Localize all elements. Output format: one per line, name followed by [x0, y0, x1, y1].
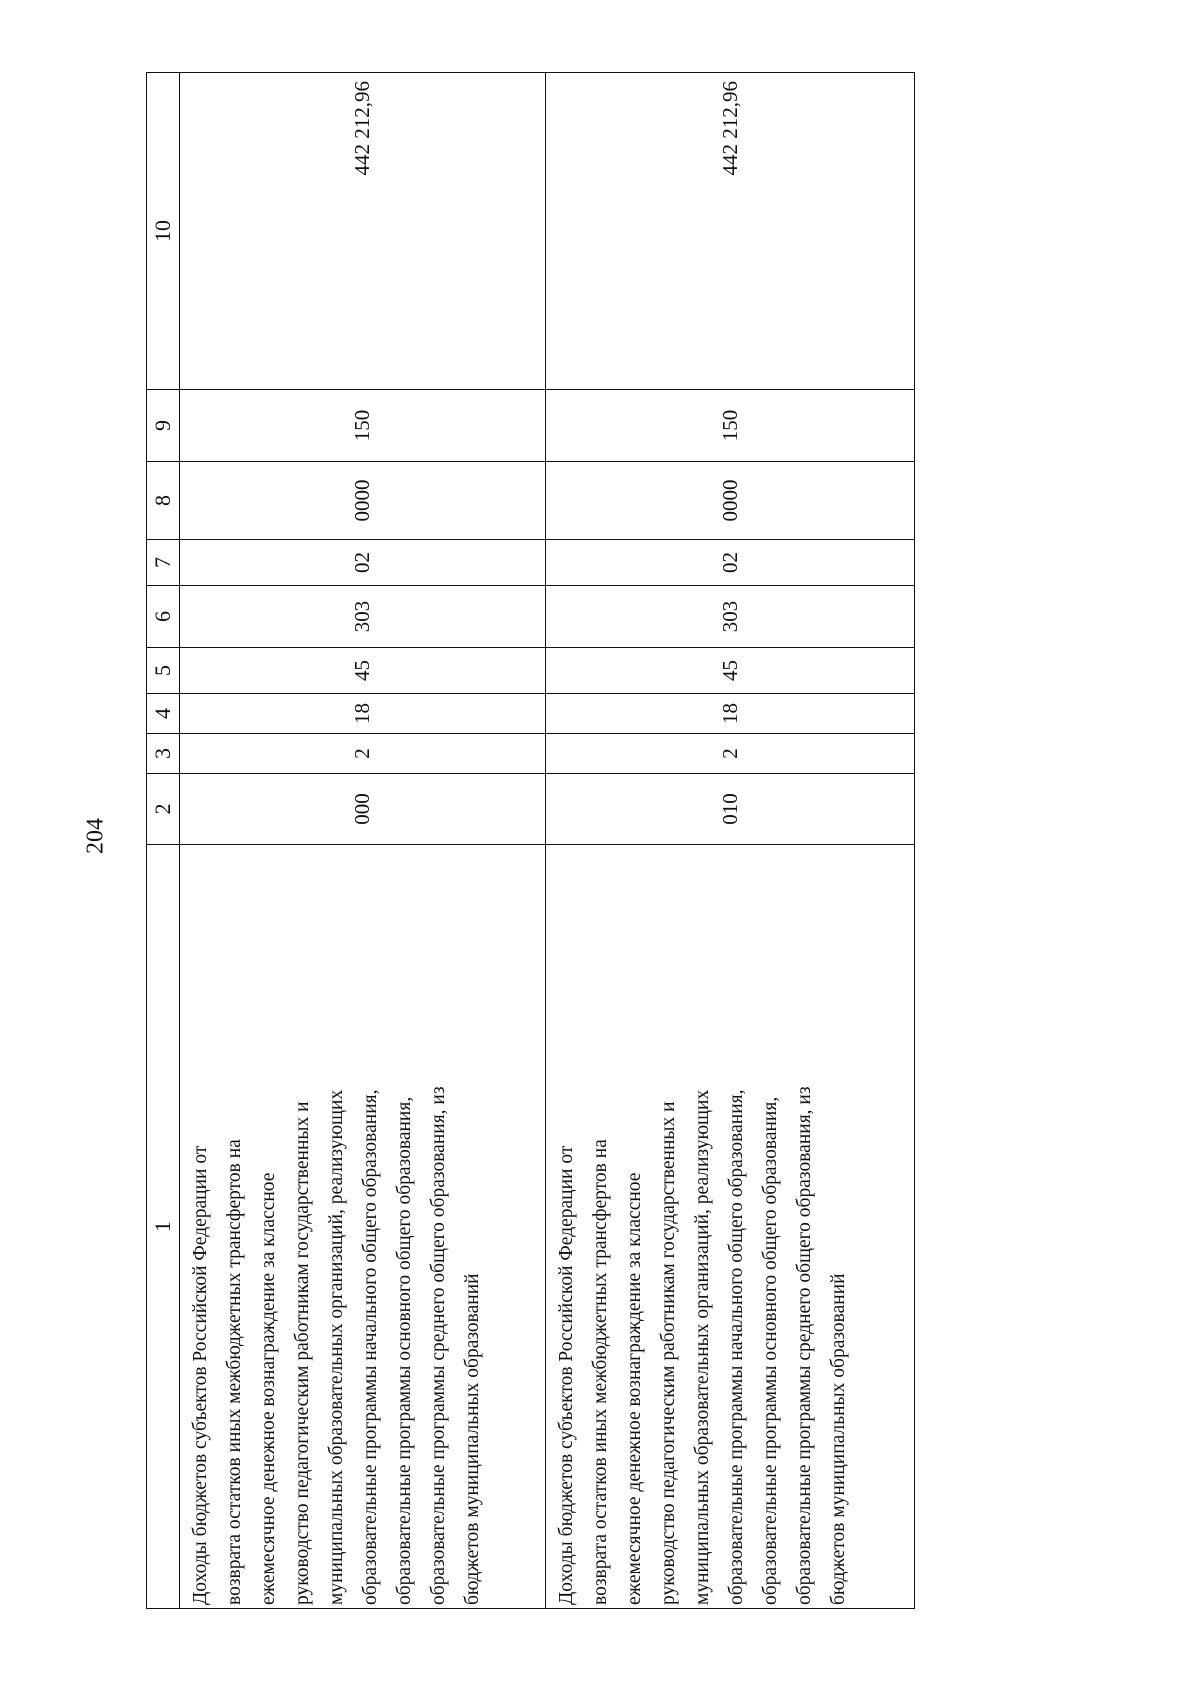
code-cell-4: 18 — [546, 694, 915, 734]
code-cell-2: 000 — [180, 774, 546, 845]
code-cell-9: 150 — [180, 390, 546, 462]
description-line: образовательные программы среднего общего образования, из — [794, 1086, 815, 1605]
description-line: образовательные программы начального общего образования, — [726, 1089, 747, 1605]
page-number: 204 — [82, 818, 109, 854]
description-line: ежемесячное денежное вознаграждение за классное — [624, 1172, 645, 1605]
code-cell-3: 2 — [546, 734, 915, 774]
rotated-table-container — [146, 73, 914, 1609]
row-description — [180, 845, 546, 1609]
description-line: бюджетов муниципальных образований — [462, 1273, 483, 1605]
description-line: образовательные программы начального общего образования, — [360, 1089, 381, 1605]
code-cell-8: 0000 — [180, 462, 546, 540]
table-header-row — [147, 73, 180, 1609]
budget-table — [146, 72, 915, 1609]
code-cell-4: 18 — [180, 694, 546, 734]
description-line: образовательные программы основного общего образования, — [760, 1096, 781, 1605]
header-cell: 6 — [147, 586, 180, 648]
code-cell-9: 150 — [546, 390, 915, 462]
description-line: муниципальных образовательных организаций, реализующих — [326, 1089, 347, 1605]
header-cell: 4 — [147, 694, 180, 734]
header-cell: 8 — [147, 462, 180, 540]
code-cell-8: 0000 — [546, 462, 915, 540]
header-cell: 5 — [147, 648, 180, 694]
header-cell: 2 — [147, 774, 180, 845]
code-cell-2: 010 — [546, 774, 915, 845]
table-row — [180, 73, 546, 1609]
description-line: Доходы бюджетов субъектов Российской Федерации от — [190, 1145, 211, 1605]
header-cell: 3 — [147, 734, 180, 774]
description-line: ежемесячное денежное вознаграждение за классное — [258, 1172, 279, 1605]
code-cell-6: 303 — [180, 586, 546, 648]
amount-cell: 442 212,96 — [546, 73, 915, 390]
amount-cell: 442 212,96 — [180, 73, 546, 390]
header-cell: 9 — [147, 390, 180, 462]
description-line: возврата остатков иных межбюджетных трансфертов на — [590, 1139, 611, 1605]
description-line: руководство педагогическим работникам государственных и — [658, 1101, 679, 1605]
header-cell: 1 — [147, 845, 180, 1609]
description-line: образовательные программы среднего общего образования, из — [428, 1086, 449, 1605]
row-description — [546, 845, 915, 1609]
code-cell-6: 303 — [546, 586, 915, 648]
description-line: образовательные программы основного общего образования, — [394, 1096, 415, 1605]
code-cell-7: 02 — [180, 540, 546, 586]
header-cell: 7 — [147, 540, 180, 586]
code-cell-5: 45 — [180, 648, 546, 694]
description-line: бюджетов муниципальных образований — [828, 1273, 849, 1605]
description-line: муниципальных образовательных организаций, реализующих — [692, 1089, 713, 1605]
description-line: возврата остатков иных межбюджетных трансфертов на — [224, 1139, 245, 1605]
code-cell-5: 45 — [546, 648, 915, 694]
description-line: Доходы бюджетов субъектов Российской Федерации от — [556, 1145, 577, 1605]
header-cell: 10 — [147, 73, 180, 390]
code-cell-3: 2 — [180, 734, 546, 774]
code-cell-7: 02 — [546, 540, 915, 586]
description-line: руководство педагогическим работникам государственных и — [292, 1101, 313, 1605]
table-row — [546, 73, 915, 1609]
